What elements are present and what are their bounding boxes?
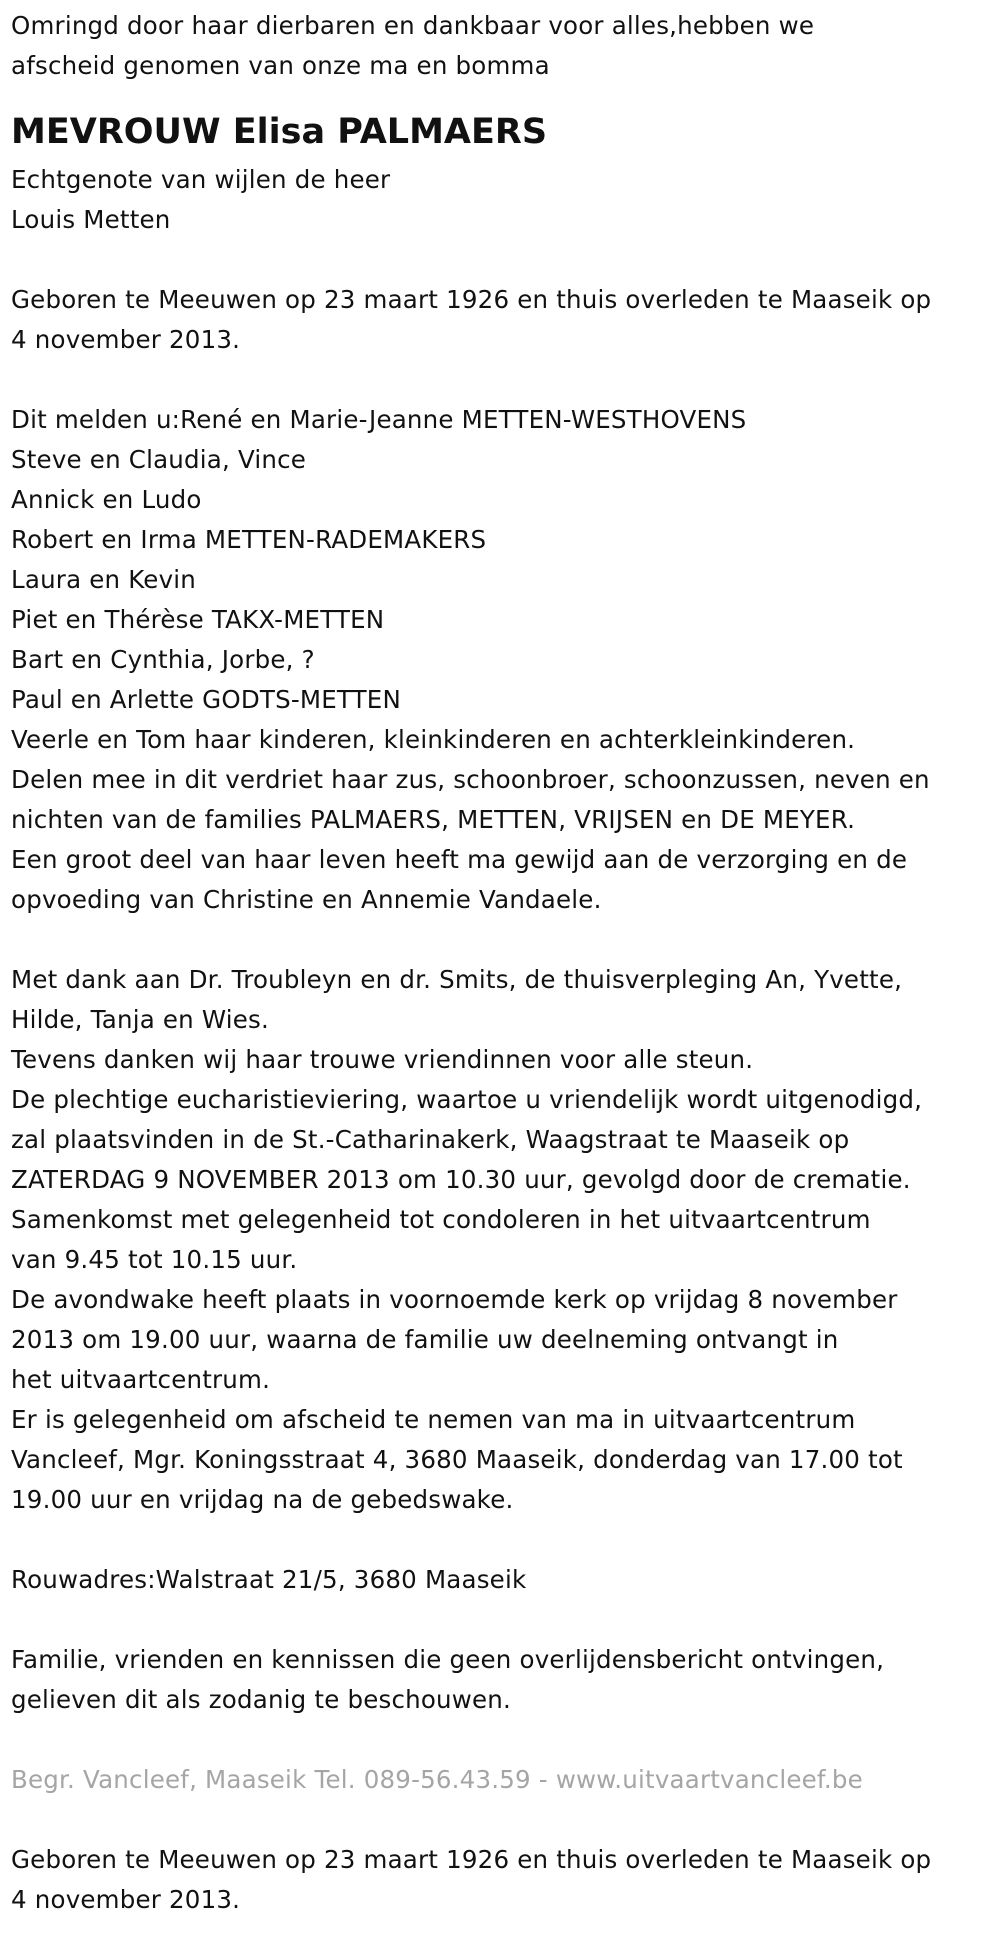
- birth-death-line: Geboren te Meeuwen op 23 maart 1926 en thuis overleden te Maaseik op: [11, 1845, 932, 1874]
- funeral-home-footer: Begr. Vancleef, Maaseik Tel. 089-56.43.59 - www.uitvaartvancleef.be: [11, 1765, 863, 1794]
- announcement-line: opvoeding van Christine en Annemie Vandaele.: [11, 885, 602, 914]
- spacer: [11, 360, 989, 400]
- announcement-line: Steve en Claudia, Vince: [11, 445, 307, 474]
- service-line: 2013 om 19.00 uur, waarna de familie uw deelneming ontvangt in: [11, 1325, 839, 1354]
- notice-line: Familie, vrienden en kennissen die geen overlijdensbericht ontvingen,: [11, 1645, 885, 1674]
- service-line: Hilde, Tanja en Wies.: [11, 1005, 270, 1034]
- spacer: [11, 1600, 989, 1640]
- announcement-line: nichten van de families PALMAERS, METTEN, VRIJSEN en DE MEYER.: [11, 805, 856, 834]
- intro-block: [11, 6, 989, 86]
- intro-line: afscheid genomen van onze ma en bomma: [11, 51, 550, 80]
- announcement-line: Een groot deel van haar leven heeft ma gewijd aan de verzorging en de: [11, 845, 908, 874]
- spouse-line: Echtgenote van wijlen de heer: [11, 165, 391, 194]
- spouse-block: [11, 160, 989, 240]
- service-line: De avondwake heeft plaats in voornoemde kerk op vrijdag 8 november: [11, 1285, 898, 1314]
- announcement-line: Bart en Cynthia, Jorbe, ?: [11, 645, 315, 674]
- spacer: [11, 1520, 989, 1560]
- service-line: 19.00 uur en vrijdag na de gebedswake.: [11, 1485, 514, 1514]
- spacer: [11, 240, 989, 280]
- announcement-line: Piet en Thérèse TAKX-METTEN: [11, 605, 385, 634]
- service-line: van 9.45 tot 10.15 uur.: [11, 1245, 298, 1274]
- service-line: ZATERDAG 9 NOVEMBER 2013 om 10.30 uur, gevolgd door de crematie.: [11, 1165, 911, 1194]
- announcement-block: [11, 400, 989, 920]
- service-line: Samenkomst met gelegenheid tot condoleren in het uitvaartcentrum: [11, 1205, 871, 1234]
- announcement-line: Laura en Kevin: [11, 565, 197, 594]
- announcement-line: Paul en Arlette GODTS-METTEN: [11, 685, 402, 714]
- notice-block: [11, 1640, 989, 1720]
- spouse-line: Louis Metten: [11, 205, 171, 234]
- service-line: Er is gelegenheid om afscheid te nemen van ma in uitvaartcentrum: [11, 1405, 856, 1434]
- service-line: zal plaatsvinden in de St.-Catharinakerk, Waagstraat te Maaseik op: [11, 1125, 850, 1154]
- announcement-line: Robert en Irma METTEN-RADEMAKERS: [11, 525, 487, 554]
- birth-death-line: Geboren te Meeuwen op 23 maart 1926 en thuis overleden te Maaseik op: [11, 285, 932, 314]
- service-line: Met dank aan Dr. Troubleyn en dr. Smits, de thuisverpleging An, Yvette,: [11, 965, 903, 994]
- spacer: [11, 1720, 989, 1760]
- notice-line: gelieven dit als zodanig te beschouwen.: [11, 1685, 512, 1714]
- service-line: Vancleef, Mgr. Koningsstraat 4, 3680 Maaseik, donderdag van 17.00 tot: [11, 1445, 903, 1474]
- deceased-name-heading: MEVROUW Elisa PALMAERS: [11, 112, 548, 152]
- service-line: het uitvaartcentrum.: [11, 1365, 271, 1394]
- birth-death-repeat-block: [11, 1840, 989, 1920]
- birth-death-block: [11, 280, 989, 360]
- spacer: [11, 1800, 989, 1840]
- spacer: [11, 920, 989, 960]
- announcement-line: Dit melden u:René en Marie-Jeanne METTEN-WESTHOVENS: [11, 405, 747, 434]
- announcement-line: Annick en Ludo: [11, 485, 202, 514]
- thanks-and-service-block: [11, 960, 989, 1520]
- birth-death-line: 4 november 2013.: [11, 1885, 241, 1914]
- announcement-line: Veerle en Tom haar kinderen, kleinkinderen en achterkleinkinderen.: [11, 725, 856, 754]
- service-line: De plechtige eucharistieviering, waartoe u vriendelijk wordt uitgenodigd,: [11, 1085, 923, 1114]
- service-line: Tevens danken wij haar trouwe vriendinnen voor alle steun.: [11, 1045, 754, 1074]
- intro-line: Omringd door haar dierbaren en dankbaar voor alles,hebben we: [11, 11, 815, 40]
- mourning-address: Rouwadres:Walstraat 21/5, 3680 Maaseik: [11, 1565, 527, 1594]
- announcement-line: Delen mee in dit verdriet haar zus, schoonbroer, schoonzussen, neven en: [11, 765, 930, 794]
- birth-death-line: 4 november 2013.: [11, 325, 241, 354]
